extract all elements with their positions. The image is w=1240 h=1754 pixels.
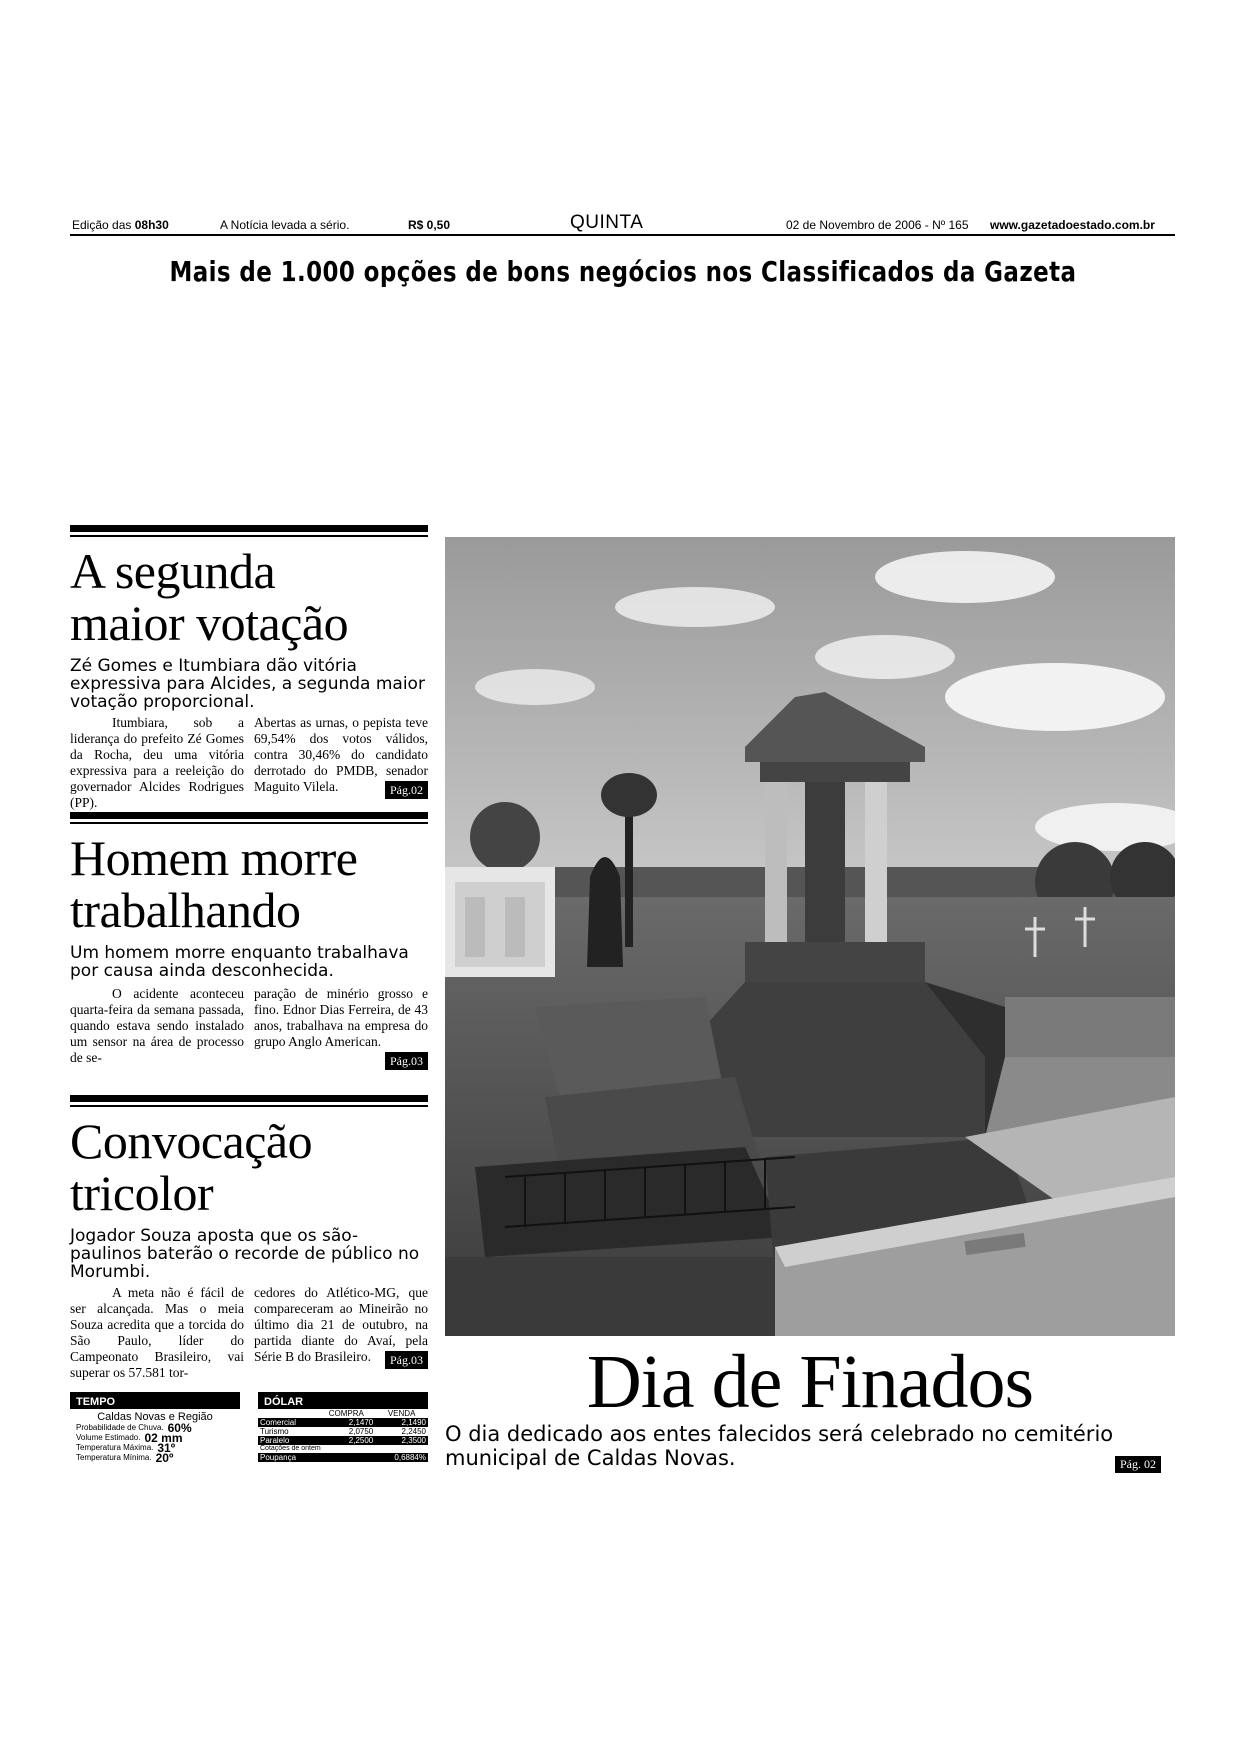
dollar-note-row: Cotações de ontem xyxy=(260,1445,321,1452)
col-buy: COMPRA xyxy=(328,1409,364,1418)
story-body-col2: paração de minério grosso e fino. Ednor Dias Ferreira, de 43 anos, trabalhava na empresa do grupo Anglo American. Pág.03 xyxy=(254,986,428,1068)
story-rule xyxy=(70,525,428,532)
edition-time xyxy=(72,218,169,232)
weather-heading: TEMPO xyxy=(70,1392,240,1409)
weather-row: Temperatura Mínima. 20º xyxy=(76,1451,174,1465)
edition-prefix: Edição das xyxy=(72,218,132,232)
dollar-row: Paralelo 2,2500 2,3500 xyxy=(260,1436,426,1445)
classifieds-banner[interactable]: Mais de 1.000 opções de bons negócios nos Classificados da Gazeta xyxy=(169,255,1077,288)
story-rule xyxy=(70,812,428,819)
story-votacao[interactable] xyxy=(70,525,428,811)
story-rule xyxy=(70,822,428,824)
weather-row: Probabilidade de Chuva. 60% xyxy=(76,1421,192,1435)
weather-row: Volume Estimado. 02 mm xyxy=(76,1431,183,1445)
story-rule xyxy=(70,1095,428,1102)
page-ref[interactable]: Pág.03 xyxy=(385,1052,428,1070)
main-story-title[interactable]: Dia de Finados xyxy=(586,1340,1034,1424)
savings-row: Poupança 0,6884% xyxy=(260,1453,426,1462)
story-deck: Jogador Souza aposta que os são-paulinos baterão o recorde de público no Morumbi. xyxy=(70,1226,420,1282)
edition-hour: 08h30 xyxy=(134,218,169,232)
dollar-row: Comercial 2,1470 2,1490 xyxy=(260,1418,426,1427)
main-page-ref[interactable]: Pág. 02 xyxy=(1115,1456,1161,1473)
header-rule xyxy=(70,234,1175,236)
page-ref[interactable]: Pág.03 xyxy=(385,1351,428,1369)
slogan: A Notícia levada a sério. xyxy=(220,218,350,232)
weather-region: Caldas Novas e Região xyxy=(97,1411,213,1423)
weather-box xyxy=(70,1392,240,1463)
story-body-col1: A meta não é fácil de ser alcançada. Mas o meia Souza acredita que a torcida do São Paulo, líder do Campeonato Brasileiro, vai superar os 57.581 tor- xyxy=(70,1285,244,1380)
story-deck: Zé Gomes e Itumbiara dão vitória expressiva para Alcides, a segunda maior votação proporcional. xyxy=(70,656,425,712)
story-body-col1: O acidente aconteceu quarta-feira da semana passada, quando estava sendo instalado um sensor na área de processo de se- xyxy=(70,986,244,1065)
cemetery-photo[interactable] xyxy=(445,537,1175,1336)
story-body-col1: Itumbiara, sob a liderança do prefeito Zé Gomes da Rocha, deu uma vitória expressiva para a reeleição do governador Alcides Rodrigues (PP). xyxy=(70,715,244,810)
story-title[interactable]: Convocação tricolor xyxy=(70,1113,313,1221)
story-body-col2: cedores do Atlético-MG, que compareceram ao Mineirão no último dia 21 de outubro, na partida diante do Avaí, pela Série B do Brasileiro. Pág.03 xyxy=(254,1285,428,1367)
weather-row: Temperatura Máxima. 31º xyxy=(76,1441,176,1455)
story-title[interactable]: Homem morre trabalhando xyxy=(70,830,358,938)
page-ref[interactable]: Pág.02 xyxy=(385,781,428,799)
story-rule xyxy=(70,1105,428,1107)
price: R$ 0,50 xyxy=(408,218,451,232)
story-rule xyxy=(70,535,428,537)
col-sell: VENDA xyxy=(387,1409,416,1418)
weekday: QUINTA xyxy=(570,212,644,233)
story-deck: Um homem morre enquanto trabalhava por causa ainda desconhecida. xyxy=(70,943,409,981)
dollar-box xyxy=(258,1392,428,1462)
website-link[interactable]: www.gazetadoestado.com.br xyxy=(990,218,1155,232)
story-homem-morre[interactable] xyxy=(70,812,428,1070)
dollar-row: Turismo 2,0750 2,2450 xyxy=(260,1427,426,1436)
dollar-table xyxy=(258,1409,428,1462)
story-body-col2: Abertas as urnas, o pepista teve 69,54% dos votos válidos, contra 30,46% do candidato derrotado do PMDB, senador Maguito Vilela. Pág.02 xyxy=(254,715,428,797)
story-title[interactable]: A segunda maior votação xyxy=(70,543,349,651)
dollar-heading: DÓLAR xyxy=(258,1392,428,1409)
dollar-header-row xyxy=(258,1409,428,1418)
story-convocacao[interactable] xyxy=(70,1095,428,1381)
main-story-deck: O dia dedicado aos entes falecidos será celebrado no cemitério municipal de Caldas Novas. xyxy=(445,1422,1114,1470)
date-issue: 02 de Novembro de 2006 - Nº 165 xyxy=(786,218,969,232)
